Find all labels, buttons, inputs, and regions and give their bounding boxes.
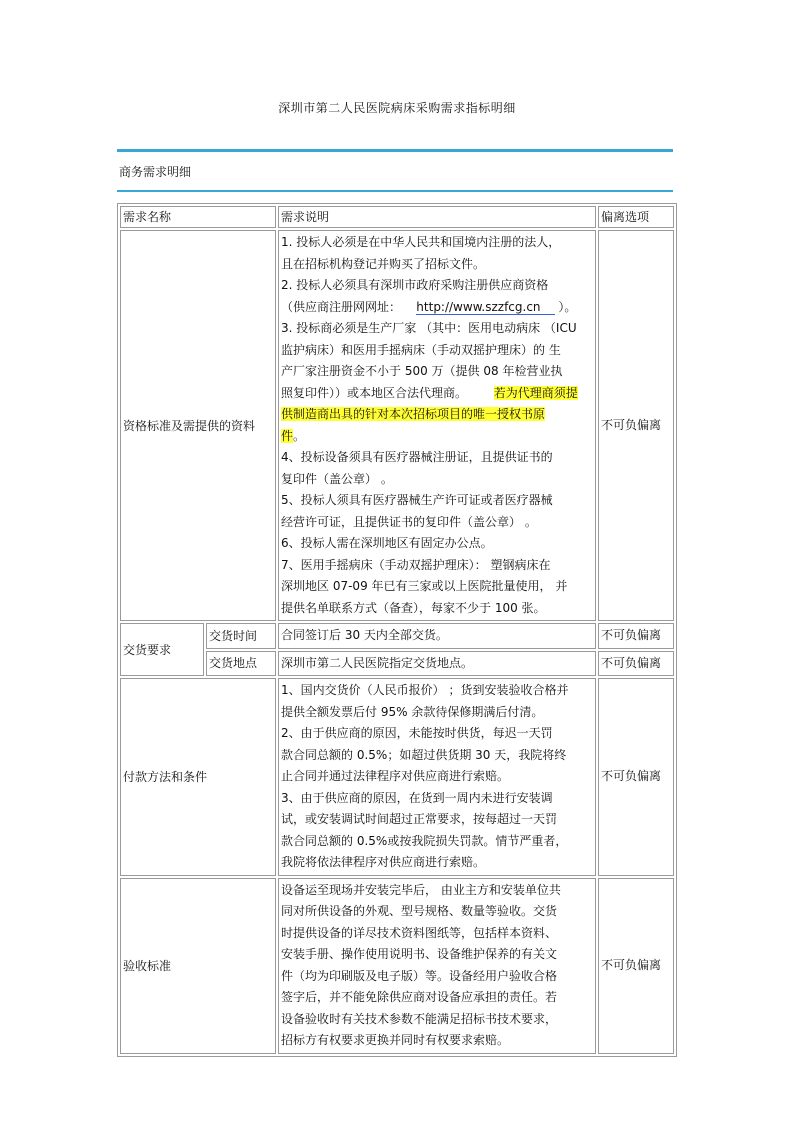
delivery-place-desc: 深圳市第二人民医院指定交货地点。	[278, 651, 596, 677]
payment-line: 试，或安装调试时间超过正常要求，按每超过一天罚	[281, 812, 558, 826]
qualification-line: 提供名单联系方式（备查），每家不少于 100 张。	[281, 600, 546, 615]
payment-line: 提供全额发票后付 95% 余款待保修期满后付清。	[281, 704, 544, 719]
table-header-row	[120, 206, 674, 228]
acceptance-line: 同对所供设备的外观、型号规格、数量等验收。交货	[281, 904, 558, 918]
qualification-line	[281, 297, 593, 319]
delivery-label: 交货要求	[120, 623, 204, 676]
highlighted-requirement: 若为代理商须提	[493, 385, 578, 400]
qualification-line	[281, 426, 593, 448]
delivery-time-desc: 合同签订后 30 天内全部交货。	[278, 623, 596, 649]
qualification-line: 监护病床）和医用手摇病床（手动双摇护理床）的 生	[281, 342, 561, 357]
qualification-line: 1. 投标人必须是在中华人民共和国境内注册的法人，	[281, 235, 561, 249]
delivery-place-deviation: 不可负偏离	[598, 651, 674, 677]
highlighted-requirement: 供制造商出具的针对本次招标项目的唯一授权书原	[281, 407, 546, 421]
payment-line: 止合同并通过法律程序对供应商进行索赔。	[281, 769, 510, 783]
header-name: 需求名称	[120, 206, 276, 228]
acceptance-line: 安装手册、操作使用说明书、设备维护保养的有关文	[281, 947, 558, 961]
qualification-line: 6、投标人需在深圳地区有固定办公点。	[281, 536, 493, 550]
qualification-line: 7、医用手摇病床（手动双摇护理床）： 塑钢病床在	[281, 557, 551, 572]
payment-line: 3、由于供应商的原因，在货到一周内未进行安装调	[281, 790, 553, 805]
qualification-line: 2. 投标人必须具有深圳市政府采购注册供应商资格	[281, 278, 549, 292]
table-row-acceptance	[120, 878, 674, 1054]
registration-url-prefix: （供应商注册网网址：	[281, 299, 402, 314]
qualification-line: 4、投标设备须具有医疗器械注册证，且提供证书的	[281, 450, 553, 464]
qualification-line: 5、投标人须具有医疗器械生产许可证或者医疗器械	[281, 493, 553, 507]
header-desc: 需求说明	[278, 206, 596, 228]
qualification-line: 经营许可证，且提供证书的复印件（盖公章） 。	[281, 514, 537, 529]
acceptance-desc	[278, 878, 596, 1054]
qualification-line: 产厂家注册资金不小于 500 万（提供 08 年检营业执	[281, 364, 563, 378]
acceptance-deviation: 不可负偏离	[598, 878, 674, 1054]
acceptance-line: 设备运至现场并安装完毕后， 由业主方和安装单位共	[281, 882, 561, 897]
payment-line: 款合同总额的 0.5%或按我院损失罚款。情节严重者，	[281, 833, 568, 848]
registration-url-link[interactable]: http://www.szzfcg.cn	[416, 300, 554, 315]
acceptance-line: 招标方有权要求更换并同时有权要求索赔。	[281, 1033, 510, 1047]
payment-line: 款合同总额的 0.5%；如超过供货期 30 天，我院将终	[281, 747, 567, 762]
acceptance-line: 设备验收时有关技术参数不能满足招标书技术要求，	[281, 1011, 558, 1026]
payment-line: 1、国内交货价（人民币报价） ；货到安装验收合格并	[281, 683, 569, 697]
table-row-delivery-time	[120, 623, 674, 649]
qualification-text: 照复印件））或本地区合法代理商。	[281, 385, 468, 400]
registration-url-suffix: ）。	[558, 299, 577, 314]
qualification-line: 3. 投标商必须是生产厂家 （其中：医用电动病床 （ICU	[281, 321, 577, 335]
requirements-table	[117, 203, 677, 1057]
qualification-deviation: 不可负偏离	[598, 230, 674, 621]
qualification-desc	[278, 230, 596, 621]
qualification-line: 且在招标机构登记并购买了招标文件。	[281, 256, 486, 271]
payment-desc	[278, 678, 596, 876]
acceptance-line: 件（均为印刷版及电子版）等。设备经用户验收合格	[281, 968, 558, 983]
highlighted-requirement: 件	[281, 428, 294, 443]
payment-line: 2、由于供应商的原因，未能按时供货，每迟一天罚	[281, 726, 553, 740]
qualification-label: 资格标准及需提供的资料	[120, 230, 276, 621]
payment-label: 付款方法和条件	[120, 678, 276, 876]
qualification-line: 深圳地区 07-09 年已有三家或以上医院批量使用， 并	[281, 579, 568, 593]
table-row-payment	[120, 678, 674, 876]
delivery-time-label: 交货时间	[206, 623, 276, 649]
payment-deviation: 不可负偏离	[598, 678, 674, 876]
payment-line: 我院将依法律程序对供应商进行索赔。	[281, 855, 486, 869]
qualification-line: 复印件（盖公章） 。	[281, 471, 393, 486]
section-rule-top	[117, 149, 673, 152]
section-title: 商务需求明细	[119, 165, 192, 179]
delivery-place-label: 交货地点	[206, 651, 276, 677]
qualification-text: 。	[293, 428, 306, 443]
acceptance-line: 签字后，并不能免除供应商对设备应承担的责任。若	[281, 990, 558, 1004]
delivery-time-deviation: 不可负偏离	[598, 623, 674, 649]
qualification-line	[281, 404, 593, 426]
acceptance-line: 时提供设备的详尽技术资料图纸等，包括样本资料、	[281, 925, 558, 940]
table-row-qualification	[120, 230, 674, 621]
header-deviation: 偏离选项	[598, 206, 674, 228]
acceptance-label: 验收标准	[120, 878, 276, 1054]
page-title: 深圳市第二人民医院病床采购需求指标明细	[278, 101, 516, 115]
qualification-line	[281, 383, 593, 405]
section-rule-bottom	[117, 190, 673, 192]
